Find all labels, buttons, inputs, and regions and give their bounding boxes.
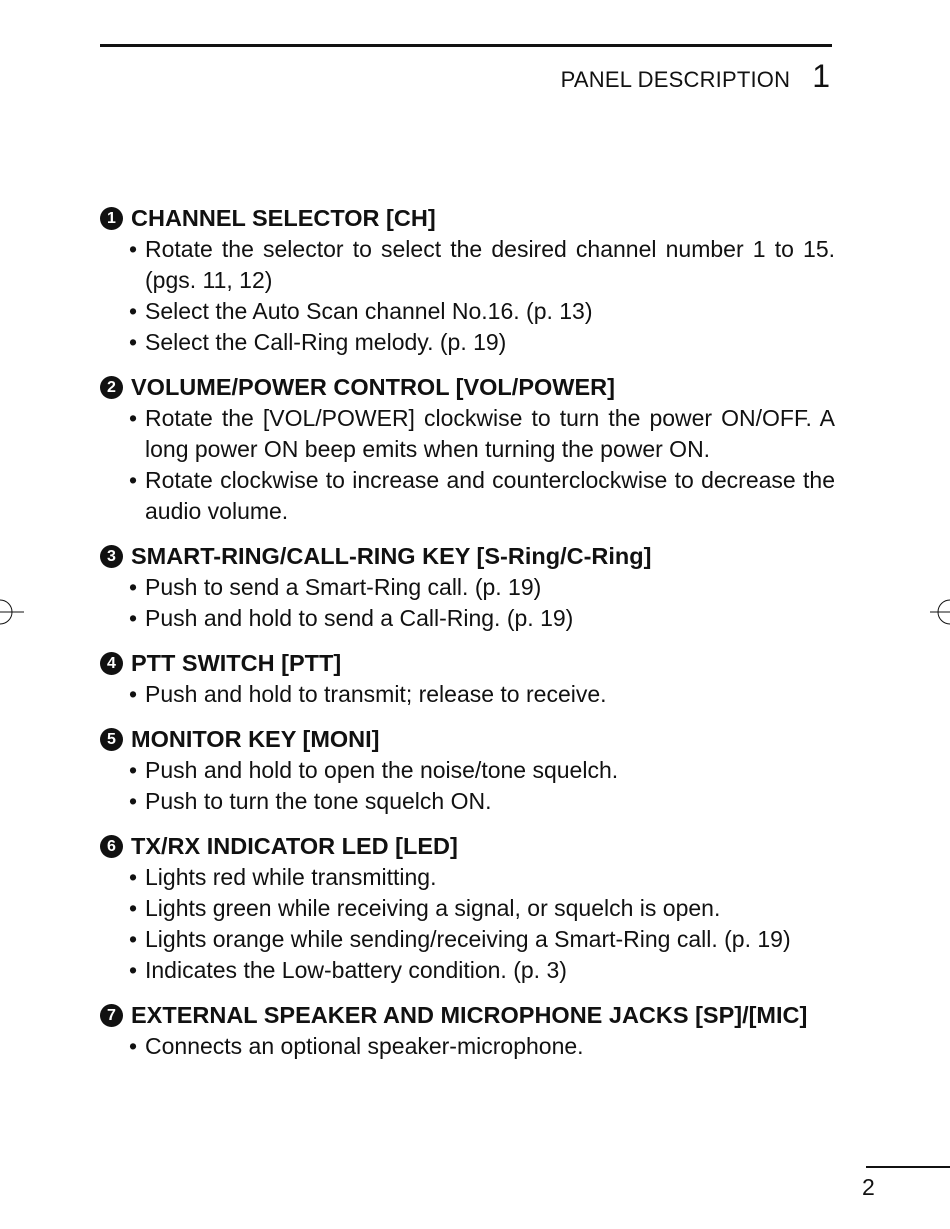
section-heading bbox=[100, 372, 835, 403]
section-title: MONITOR KEY [MONI] bbox=[131, 726, 380, 752]
registration-mark-left bbox=[0, 598, 24, 626]
bullet-item: • Push and hold to send a Call-Ring. (p. 19) bbox=[100, 603, 835, 634]
section-monitor-key bbox=[100, 724, 835, 817]
section-title: SMART-RING/CALL-RING KEY [S-Ring/C-Ring] bbox=[131, 543, 652, 569]
bullet-item: • Push to turn the tone squelch ON. bbox=[100, 786, 835, 817]
bullet-item: • Rotate the selector to select the desired channel number 1 to 15. (pgs. 11, 12) bbox=[100, 234, 835, 296]
bullet-item: • Select the Call-Ring melody. (p. 19) bbox=[100, 327, 835, 358]
panel-description-content bbox=[100, 203, 835, 1076]
number-badge: 3 bbox=[100, 545, 123, 568]
bullet-item: • Push and hold to open the noise/tone squelch. bbox=[100, 755, 835, 786]
section-title: VOLUME/POWER CONTROL [VOL/POWER] bbox=[131, 374, 615, 400]
section-smart-ring-key bbox=[100, 541, 835, 634]
section-ptt-switch bbox=[100, 648, 835, 710]
section-external-jacks bbox=[100, 1000, 835, 1062]
header-rule bbox=[100, 44, 832, 47]
bullet-list bbox=[100, 679, 835, 710]
header-title: PANEL DESCRIPTION bbox=[560, 67, 791, 92]
section-title: TX/RX INDICATOR LED [LED] bbox=[131, 833, 458, 859]
section-title: PTT SWITCH [PTT] bbox=[131, 650, 342, 676]
number-badge: 5 bbox=[100, 728, 123, 751]
bullet-item: • Indicates the Low-battery condition. (p. 3) bbox=[100, 955, 835, 986]
number-badge: 7 bbox=[100, 1004, 123, 1027]
bullet-item: • Lights red while transmitting. bbox=[100, 862, 835, 893]
bullet-list bbox=[100, 572, 835, 634]
section-tx-rx-indicator bbox=[100, 831, 835, 986]
bullet-item: • Lights green while receiving a signal, or squelch is open. bbox=[100, 893, 835, 924]
bullet-item: • Rotate clockwise to increase and counterclockwise to decrease the audio volume. bbox=[100, 465, 835, 527]
number-badge: 1 bbox=[100, 207, 123, 230]
section-channel-selector bbox=[100, 203, 835, 358]
section-title: EXTERNAL SPEAKER AND MICROPHONE JACKS [SP]/[MIC] bbox=[131, 1002, 808, 1028]
bullet-list bbox=[100, 862, 835, 986]
bullet-item: • Rotate the [VOL/POWER] clockwise to turn the power ON/OFF. A long power ON beep emits when turning the power ON. bbox=[100, 403, 835, 465]
section-volume-power-control bbox=[100, 372, 835, 527]
page-header bbox=[561, 58, 830, 95]
bullet-item: • Push to send a Smart-Ring call. (p. 19) bbox=[100, 572, 835, 603]
page-number: 2 bbox=[862, 1174, 875, 1200]
bullet-list bbox=[100, 403, 835, 527]
bullet-item: • Lights orange while sending/receiving a Smart-Ring call. (p. 19) bbox=[100, 924, 835, 955]
section-heading bbox=[100, 648, 835, 679]
bullet-item: • Connects an optional speaker-microphone. bbox=[100, 1031, 835, 1062]
footer-rule bbox=[866, 1166, 950, 1168]
bullet-item: • Select the Auto Scan channel No.16. (p. 13) bbox=[100, 296, 835, 327]
registration-mark-right bbox=[930, 598, 950, 626]
number-badge: 6 bbox=[100, 835, 123, 858]
section-title: CHANNEL SELECTOR [CH] bbox=[131, 205, 436, 231]
number-badge: 2 bbox=[100, 376, 123, 399]
section-heading bbox=[100, 724, 835, 755]
section-heading bbox=[100, 541, 835, 572]
bullet-list bbox=[100, 1031, 835, 1062]
bullet-list bbox=[100, 755, 835, 817]
section-heading bbox=[100, 1000, 835, 1031]
bullet-list bbox=[100, 234, 835, 358]
bullet-item: • Push and hold to transmit; release to receive. bbox=[100, 679, 835, 710]
section-heading bbox=[100, 831, 835, 862]
section-heading bbox=[100, 203, 835, 234]
chapter-number: 1 bbox=[812, 58, 830, 94]
number-badge: 4 bbox=[100, 652, 123, 675]
